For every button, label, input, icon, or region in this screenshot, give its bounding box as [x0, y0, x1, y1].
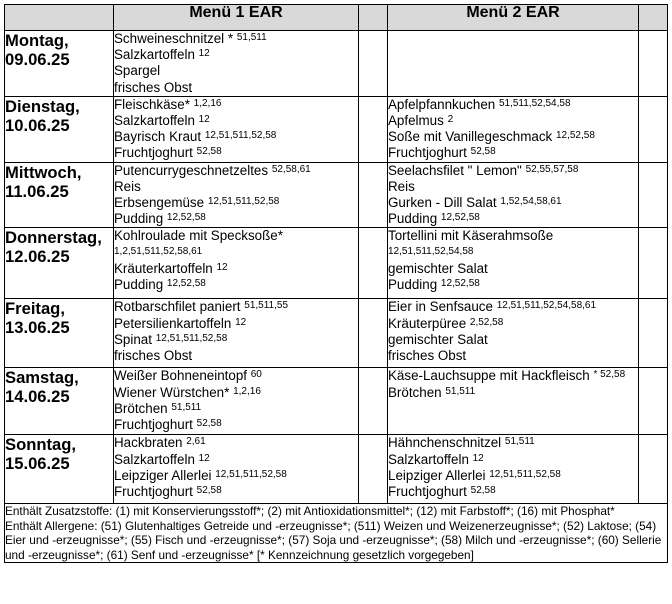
dish-item — [114, 261, 358, 277]
menu1-extra-cell — [359, 435, 388, 504]
dish-name: Petersilienkartoffeln — [114, 315, 232, 331]
dish-item — [114, 228, 358, 260]
allergen-codes: 12,51,511,52,58 — [489, 468, 561, 480]
menu-table — [4, 4, 668, 563]
dish-item — [388, 195, 638, 211]
day-cell — [5, 31, 114, 97]
dish-item — [388, 348, 638, 364]
menu1-extra-cell — [359, 96, 388, 162]
dish-name: Reis — [388, 178, 415, 194]
day-name: Sonntag, — [5, 435, 76, 455]
menu2-cell — [388, 435, 639, 504]
dish-item — [388, 316, 638, 332]
dish-item — [388, 468, 638, 484]
dish-name: Salzkartoffeln — [114, 451, 195, 467]
allergen-codes: 51,511,55 — [244, 300, 289, 312]
dish-item — [388, 484, 638, 500]
dish-name: Kräuterkartoffeln — [114, 260, 213, 276]
dish-name: Tortellini mit Käserahmsoße — [388, 228, 554, 244]
dish-name: Schweineschnitzel * — [114, 31, 234, 46]
dish-name: frisches Obst — [114, 79, 193, 95]
day-row — [5, 31, 668, 97]
header-menu2-extra — [639, 5, 668, 31]
dish-item — [114, 332, 358, 348]
dish-item — [388, 452, 638, 468]
dish-name: Fruchtjoghurt — [388, 484, 467, 500]
menu1-cell — [114, 299, 359, 368]
dish-item — [114, 299, 358, 315]
dish-name: Erbsengemüse — [114, 195, 205, 211]
allergen-codes: 51,511 — [171, 401, 202, 413]
day-cell — [5, 96, 114, 162]
day-name: Mittwoch, — [5, 162, 82, 182]
dish-name: Fruchtjoghurt — [114, 417, 193, 433]
dish-item — [388, 228, 638, 260]
additives-note: Enthält Zusatzstoffe: (1) mit Konservierungsstoff*; (2) mit Antioxidationsmittel*; (12) mit Farbstoff*; (16) mit Phosphat* — [5, 504, 615, 519]
dish-name: Salzkartoffeln — [388, 451, 469, 467]
dish-item — [114, 277, 358, 293]
dish-item — [114, 129, 358, 145]
day-row — [5, 435, 668, 504]
dish-name: Seelachsfilet " Lemon" — [388, 162, 522, 178]
day-cell — [5, 299, 114, 368]
allergen-codes: 1,2,16 — [233, 385, 261, 397]
dish-item — [114, 145, 358, 161]
dish-item — [114, 113, 358, 129]
menu1-cell — [114, 368, 359, 435]
allergen-codes: 12,51,511,52,58 — [207, 196, 280, 208]
dish-name: Pudding — [388, 277, 438, 293]
header-menu1: Menü 1 EAR — [114, 5, 359, 31]
dish-item — [388, 299, 638, 315]
allergen-codes: 52,58 — [196, 146, 222, 158]
day-date: 11.06.25 — [5, 181, 69, 201]
day-date: 10.06.25 — [5, 115, 70, 135]
day-row — [5, 162, 668, 228]
allergen-codes: 12 — [198, 114, 210, 126]
allergen-codes: 12,52,58 — [440, 278, 480, 290]
dish-name: Brötchen — [114, 400, 168, 416]
menu1-cell — [114, 162, 359, 228]
dish-name: Soße mit Vanillegeschmack — [388, 129, 553, 145]
dish-item — [114, 179, 358, 195]
dish-item — [388, 163, 638, 179]
header-menu2: Menü 2 EAR — [388, 5, 639, 31]
dish-name: Kohlroulade mit Specksoße* — [114, 228, 283, 244]
dish-name: Fruchtjoghurt — [114, 484, 193, 500]
menu2-extra-cell — [639, 299, 668, 368]
menu2-extra-cell — [639, 368, 668, 435]
dish-item — [388, 332, 638, 348]
allergen-codes: 12,52,58 — [440, 212, 480, 224]
dish-item — [114, 97, 358, 113]
dish-name: Salzkartoffeln — [114, 113, 195, 129]
dish-name: Spinat — [114, 331, 152, 347]
dish-item — [114, 80, 358, 96]
dish-item — [388, 435, 638, 451]
dish-item — [114, 484, 358, 500]
allergen-codes: 12,51,511,52,58 — [215, 468, 287, 480]
menu2-cell — [388, 162, 639, 228]
allergen-codes: 12,51,511,52,54,58,61 — [496, 300, 597, 312]
menu2-extra-cell — [639, 96, 668, 162]
allergen-codes: * 52,58 — [593, 369, 626, 381]
day-row — [5, 299, 668, 368]
dish-name: Pudding — [114, 211, 164, 227]
allergen-codes: 52,58 — [196, 418, 222, 430]
dish-name: Salzkartoffeln — [114, 47, 195, 63]
dish-item — [388, 97, 638, 113]
menu2-cell — [388, 96, 639, 162]
dish-item — [114, 211, 358, 227]
dish-name: frisches Obst — [388, 348, 467, 364]
dish-name: Apfelpfannkuchen — [388, 96, 496, 112]
dish-item — [114, 385, 358, 401]
allergen-codes: 2 — [447, 114, 454, 126]
day-cell — [5, 435, 114, 504]
header-row — [5, 5, 668, 31]
dish-name: Leipziger Allerlei — [114, 467, 212, 483]
allergen-codes: 52,55,57,58 — [525, 163, 579, 175]
allergen-codes: 12 — [198, 48, 210, 60]
day-date: 15.06.25 — [5, 454, 70, 474]
allergen-codes: 2,61 — [186, 436, 206, 448]
day-row — [5, 96, 668, 162]
legend-footer — [5, 504, 668, 563]
day-date: 13.06.25 — [5, 318, 70, 338]
dish-item — [388, 145, 638, 161]
dish-name: gemischter Salat — [388, 331, 488, 347]
allergen-codes: 1,52,54,58,61 — [500, 196, 562, 208]
dish-item — [114, 348, 358, 364]
dish-item — [114, 31, 358, 47]
allergen-codes: 60 — [250, 369, 262, 381]
allergen-codes: 12,51,511,52,58 — [155, 332, 228, 344]
dish-item — [114, 452, 358, 468]
allergen-codes: 12 — [198, 452, 210, 464]
dish-item — [388, 179, 638, 195]
menu1-cell — [114, 435, 359, 504]
dish-item — [114, 47, 358, 63]
dish-item — [388, 261, 638, 277]
dish-name: Fruchtjoghurt — [388, 145, 467, 161]
day-date: 12.06.25 — [5, 247, 70, 267]
menu2-extra-cell — [639, 162, 668, 228]
dish-name: Leipziger Allerlei — [388, 467, 486, 483]
allergen-codes: 51,511 — [504, 436, 535, 448]
allergens-note: Enthält Allergene: (51) Glutenhaltiges Getreide und -erzeugnisse*; (511) Weizen und Weizenerzeugnisse*; (52) Laktose; (54) Eier und -erzeugnisse*; (55) Fisch und -erzeugnisse*; (57) Soja und -erzeugnisse*; (58) Milch und -erzeugnisse*; (60) Sellerie und -erzeugnisse*; (61) Senf und -erzeugnisse* [* Kennzeichnung gesetzlich vorgegeben] — [5, 518, 662, 562]
allergen-codes: 12 — [216, 261, 228, 273]
dish-name: Fleischkäse* — [114, 96, 190, 112]
menu2-cell — [388, 299, 639, 368]
dish-item — [114, 435, 358, 451]
dish-item — [388, 113, 638, 129]
dish-name: Apfelmus — [388, 113, 444, 129]
dish-item — [114, 63, 358, 79]
menu2-extra-cell — [639, 31, 668, 97]
allergen-codes: 1,2,51,511,52,58,61 — [114, 245, 203, 257]
dish-item — [388, 277, 638, 293]
day-name: Dienstag, — [5, 96, 80, 116]
menu1-extra-cell — [359, 368, 388, 435]
allergen-codes: 2,52,58 — [469, 316, 504, 328]
allergen-codes: 52,58 — [470, 485, 496, 497]
dish-name: Bayrisch Kraut — [114, 129, 202, 145]
header-day-cell — [5, 5, 114, 31]
allergen-codes: 12,52,58 — [166, 212, 206, 224]
dish-name: frisches Obst — [114, 348, 193, 364]
dish-item — [388, 129, 638, 145]
dish-name: Wiener Würstchen* — [114, 384, 230, 400]
menu2-extra-cell — [639, 228, 668, 299]
allergen-codes: 12,52,58 — [166, 278, 206, 290]
allergen-codes: 52,58 — [196, 485, 222, 497]
dish-name: Pudding — [114, 277, 164, 293]
dish-name: Hackbraten — [114, 435, 183, 451]
allergen-codes: 51,511,52,54,58 — [498, 97, 571, 109]
menu2-cell — [388, 368, 639, 435]
dish-item — [114, 195, 358, 211]
allergen-codes: 52,58 — [470, 146, 496, 158]
menu1-extra-cell — [359, 162, 388, 228]
dish-name: Putencurrygeschnetzeltes — [114, 162, 269, 178]
dish-name: Eier in Senfsauce — [388, 299, 493, 315]
allergen-codes: 12,52,58 — [555, 130, 595, 142]
day-name: Samstag, — [5, 368, 79, 388]
day-name: Donnerstag, — [5, 228, 102, 248]
allergen-codes: 1,2,16 — [193, 97, 222, 109]
menu1-cell — [114, 31, 359, 97]
dish-name: Rotbarschfilet paniert — [114, 299, 241, 315]
dish-item — [388, 368, 638, 384]
dish-name: Reis — [114, 178, 141, 194]
menu1-cell — [114, 96, 359, 162]
dish-item — [114, 468, 358, 484]
menu2-cell — [388, 31, 639, 97]
menu1-cell — [114, 228, 359, 299]
day-name: Montag, — [5, 31, 69, 50]
dish-name: gemischter Salat — [388, 260, 488, 276]
menu1-extra-cell — [359, 299, 388, 368]
menu1-extra-cell — [359, 31, 388, 97]
day-cell — [5, 228, 114, 299]
day-cell — [5, 162, 114, 228]
allergen-codes: 12 — [472, 452, 484, 464]
dish-name: Gurken - Dill Salat — [388, 195, 497, 211]
dish-item — [114, 368, 358, 384]
day-name: Freitag, — [5, 299, 65, 319]
menu2-extra-cell — [639, 435, 668, 504]
allergen-codes: 52,58,61 — [271, 163, 311, 175]
dish-item — [388, 211, 638, 227]
allergen-codes: 51,511 — [236, 32, 267, 43]
dish-item — [114, 163, 358, 179]
dish-name: Brötchen — [388, 384, 442, 400]
day-date: 14.06.25 — [5, 387, 70, 407]
allergen-codes: 12,51,511,52,58 — [204, 130, 277, 142]
dish-name: Kräuterpüree — [388, 315, 467, 331]
menu2-cell — [388, 228, 639, 299]
day-cell — [5, 368, 114, 435]
header-menu1-extra — [359, 5, 388, 31]
dish-name: Hähnchenschnitzel — [388, 435, 502, 451]
allergen-codes: 12,51,511,52,54,58 — [388, 245, 474, 257]
day-row — [5, 368, 668, 435]
dish-item — [388, 385, 638, 401]
dish-name: Spargel — [114, 63, 161, 79]
dish-name: Käse-Lauchsuppe mit Hackfleisch — [388, 368, 590, 384]
dish-item — [114, 316, 358, 332]
day-date: 09.06.25 — [5, 50, 70, 69]
dish-name: Fruchtjoghurt — [114, 145, 193, 161]
day-row — [5, 228, 668, 299]
dish-item — [114, 417, 358, 433]
dish-item — [114, 401, 358, 417]
menu1-extra-cell — [359, 228, 388, 299]
allergen-codes: 51,511 — [445, 385, 476, 397]
allergen-codes: 12 — [235, 316, 247, 328]
dish-name: Weißer Bohneneintopf — [114, 368, 247, 384]
dish-name: Pudding — [388, 211, 438, 227]
